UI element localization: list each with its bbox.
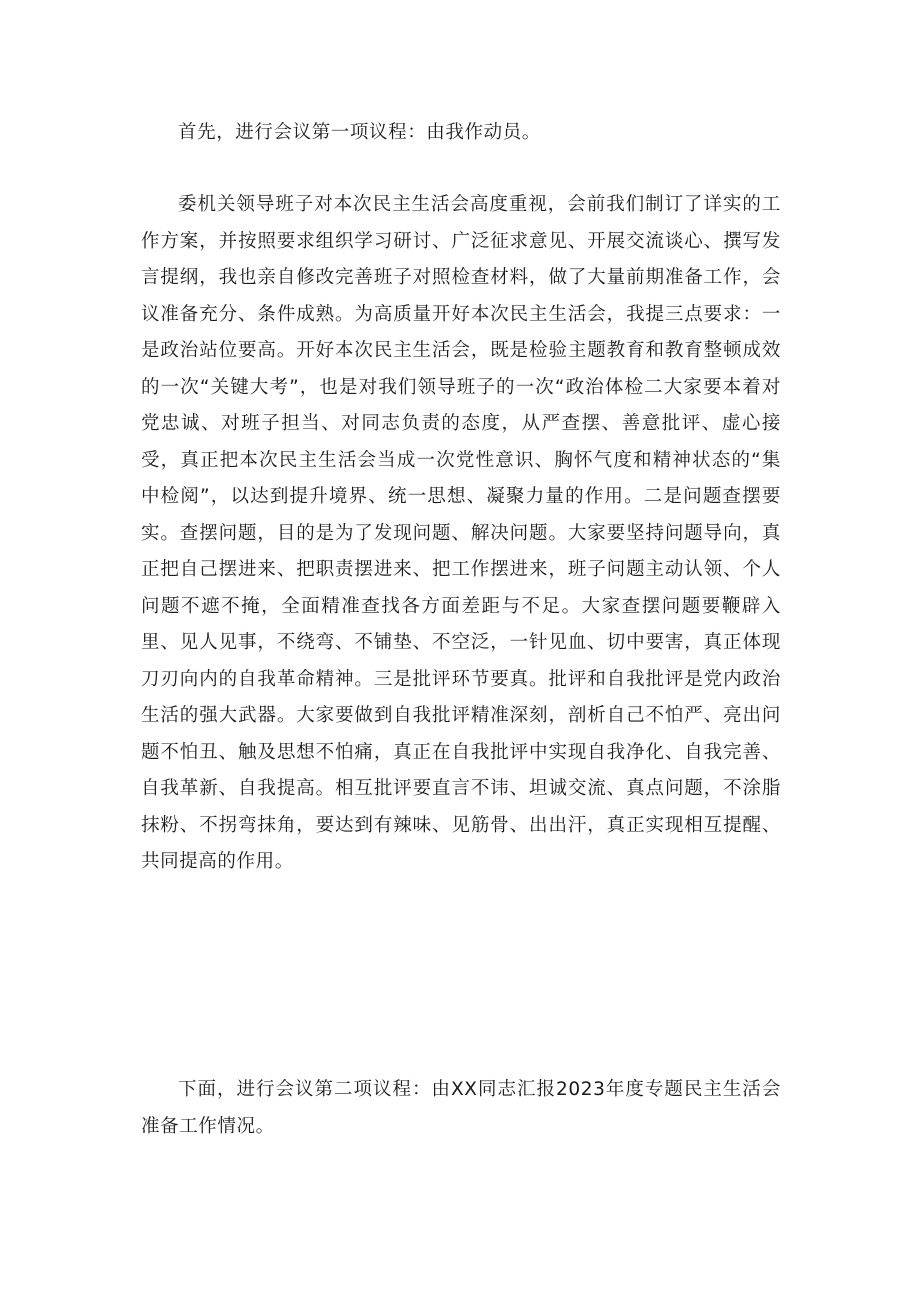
paragraph-agenda-item-1: 首先，进行会议第一项议程：由我作动员。 bbox=[178, 122, 541, 143]
paragraph-mobilization-speech: 委机关领导班子对本次民主生活会高度重视，会前我们制订了详实的工作方案，并按照要求组织学习研讨、广泛征求意见、开展交流谈心、撰写发言提纲，我也亲自修改完善班子对照检查材料，做了大量前期准备工作，会议准备充分、条件成熟。为高质量开好本次民主生活会，我提三点要求：一是政治站位要高。开好本次民主生活会，既是检验主题教育和教育整顿成效的一次“关键大考”，也是对我们领导班子的一次“政治体检二大家要本着对党忠诚、对班子担当、对同志负责的态度，从严查摆、善意批评、虚心接受，真正把本次民主生活会当成一次党性意识、胸怀气度和精神状态的“集中检阅”，以达到提升境界、统一思想、凝聚力量的作用。二是问题查摆要实。查摆问题，目的是为了发现问题、解决问题。大家要坚持问题导向，真正把自己摆进来、把职责摆进来、把工作摆进来，班子问题主动认领、个人问题不遮不掩，全面精准查找各方面差距与不足。大家查摆问题要鞭辟入里、见人见事，不绕弯、不铺垫、不空泛，一针见血、切中要害，真正体现刀刃向内的自我革命精神。三是批评环节要真。批评和自我批评是党内政治生活的强大武器。大家要做到自我批评精准深刻，剖析自己不怕严、亮出问题不怕丑、触及思想不怕痛，真正在自我批评中实现自我净化、自我完善、自我革新、自我提高。相互批评要直言不讳、坦诚交流、真点问题，不涂脂抹粉、不拐弯抹角，要达到有辣味、见筋骨、出出汗，真正实现相互提醒、共同提高的作用。 bbox=[141, 194, 781, 872]
paragraph-agenda-item-2: 下面，进行会议第二项议程：由XX同志汇报2023年度专题民主生活会准备工作情况。 bbox=[141, 1079, 781, 1137]
